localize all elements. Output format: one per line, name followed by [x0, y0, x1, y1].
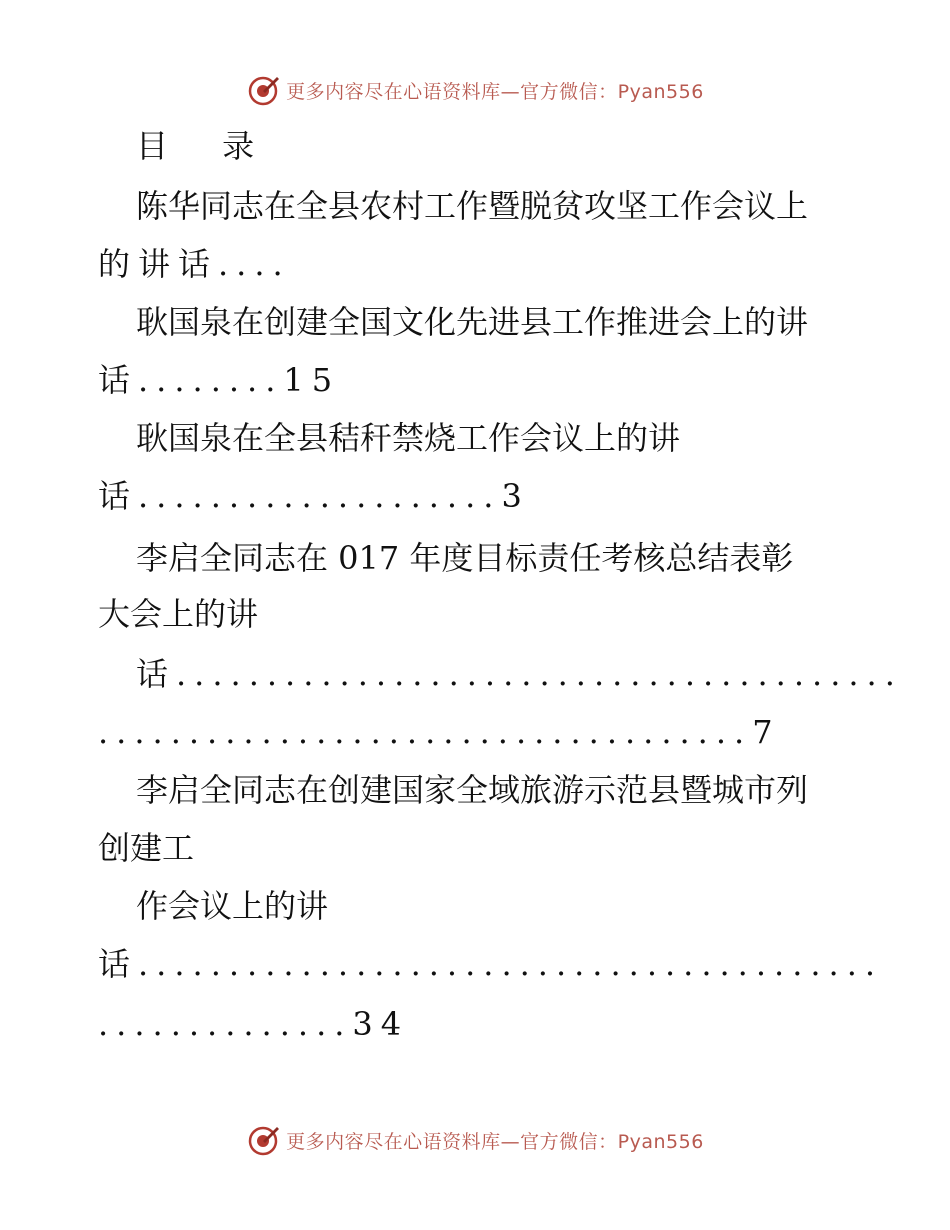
- toc-line: 陈华同志在全县农村工作暨脱贫攻坚工作会议上: [136, 187, 809, 225]
- toc-line: 话........15: [98, 361, 341, 399]
- toc-line: ....................................7: [98, 713, 781, 751]
- footer-text: 更多内容尽在心语资料库—官方微信：Pyan556: [286, 1130, 704, 1153]
- header-text: 更多内容尽在心语资料库—官方微信：Pyan556: [286, 80, 704, 103]
- pen-logo-icon: [246, 72, 282, 108]
- toc-line: 话....................3: [98, 477, 530, 515]
- toc-line: 李启全同志在创建国家全域旅游示范县暨城市列: [136, 771, 809, 809]
- toc-line: 的讲话....: [98, 245, 291, 283]
- toc-line: 话.........................................: [98, 945, 884, 983]
- header-watermark: [0, 70, 950, 110]
- toc-line: 话........................................: [136, 655, 903, 693]
- toc-line: ..............34: [98, 1005, 410, 1043]
- toc-line: 创建工: [98, 829, 195, 867]
- pen-logo-icon: [246, 1122, 282, 1158]
- toc-title: 目 录: [136, 127, 277, 165]
- footer-watermark: [0, 1120, 950, 1160]
- toc-line: 李启全同志在 017 年度目标责任考核总结表彰: [136, 539, 794, 577]
- toc-line: 耿国泉在全县秸秆禁烧工作会议上的讲: [136, 419, 681, 457]
- toc-line: 大会上的讲: [98, 595, 259, 633]
- toc-line: 作会议上的讲: [136, 887, 329, 925]
- toc-line: 耿国泉在创建全国文化先进县工作推进会上的讲: [136, 303, 809, 341]
